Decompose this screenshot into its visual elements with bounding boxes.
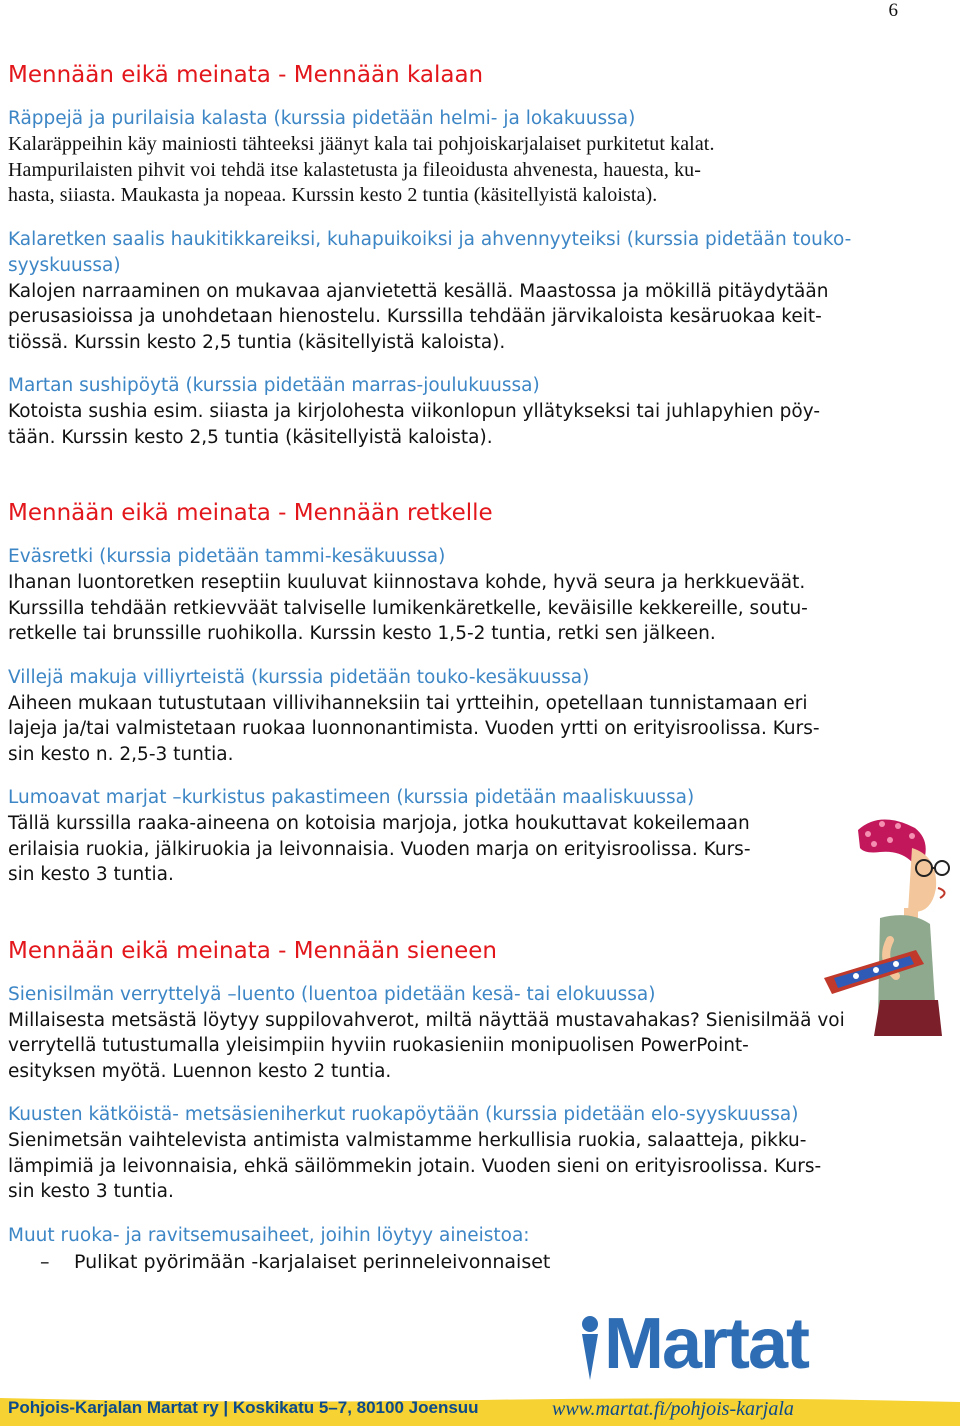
course-line: esityksen myötä. Luennon kesto 2 tuntia. <box>8 1060 392 1082</box>
other-topics <box>8 1223 898 1275</box>
woman-illustration <box>820 800 960 1040</box>
course-title: Martan sushipöytä (kurssia pidetään marras-joulukuussa) <box>8 375 540 396</box>
course-line: Hampurilaisten pihvit voi tehdä itse kalastetusta ja fileoidusta ahvenesta, hauesta, ku- <box>8 158 702 181</box>
other-topics-title: Muut ruoka- ja ravitsemusaiheet, joihin löytyy aineistoa: <box>8 1224 530 1246</box>
course-line: Aiheen mukaan tutustutaan villivihanneksiin tai yrtteihin, opetellaan tunnistamaan eri <box>8 692 808 714</box>
course-line: verrytellä tutustumalla yleisimpiin hyviin ruokasieniin monipuolisen PowerPoint- <box>8 1035 749 1056</box>
course-line: Sienimetsän vaihtelevista antimista valmistamme herkullisia ruokia, salaatteja, pikku- <box>8 1130 807 1151</box>
bullet-text: Pulikat pyörimään -karjalaiset perinneleivonnaiset <box>74 1250 551 1273</box>
section-heading-trip: Mennään eikä meinata - Mennään retkelle <box>8 500 493 526</box>
course-fish-burgers <box>8 106 898 209</box>
course-line: Kalaräppeihin käy mainiosti tähteeksi jäänyt kala tai pohjoiskarjalaiset purkitetut kalat. <box>8 133 715 155</box>
course-line: lämpimiä ja leivonnaisia, ehkä säilömmekin jotain. Vuoden sieni on erityisroolissa. Kurs- <box>8 1155 822 1177</box>
course-mushroom-lecture <box>8 982 898 1085</box>
page-number: 6 <box>888 0 898 21</box>
course-sushi <box>8 373 898 450</box>
bullet-dash: – <box>40 1250 50 1273</box>
course-title: Villejä makuja villiyrteistä (kurssia pidetään touko-kesäkuussa) <box>8 666 590 688</box>
course-line: sin kesto 3 tuntia. <box>8 1181 174 1202</box>
course-wild-herbs <box>8 665 898 768</box>
course-line: erilaisia ruokia, jälkiruokia ja leivonnaisia. Vuoden marja on erityisroolissa. Kurs- <box>8 838 751 860</box>
course-berries <box>8 785 828 888</box>
course-line: Ihanan luontoretken reseptiin kuuluvat kiinnostava kohde, hyvä seura ja herkkueväät. <box>8 572 806 593</box>
course-line: Kotoista sushia esim. siiasta ja kirjolohesta viikonlopun yllätykseksi tai juhlapyhien pöy- <box>8 401 821 422</box>
section-heading-mushroom: Mennään eikä meinata - Mennään sieneen <box>8 937 497 964</box>
footer-address: Pohjois-Karjalan Martat ry | Koskikatu 5–7, 80100 Joensuu <box>8 1398 479 1417</box>
course-line: sin kesto n. 2,5-3 tuntia. <box>8 743 234 765</box>
course-fishing-trip <box>8 227 898 356</box>
course-line: perusasioissa ja unohdetaan hienostelu. Kurssilla tehdään järvikaloista kesäruokaa keit- <box>8 306 822 327</box>
course-title: Sienisilmän verryttelyä –luento (luentoa pidetään kesä- tai elokuussa) <box>8 983 656 1005</box>
document-body <box>8 58 898 1293</box>
course-line: Millaisesta metsästä löytyy suppilovahverot, miltä näyttää mustavahakas? Sienisilmää voi <box>8 1009 845 1031</box>
course-forest-mushrooms <box>8 1102 898 1205</box>
course-line: lajeja ja/tai valmistetaan ruokaa luonnonantimista. Vuoden yrtti on erityisroolissa. Kurs- <box>8 718 820 739</box>
course-picnic <box>8 544 898 647</box>
course-line: tään. Kurssin kesto 2,5 tuntia (käsitellyistä kaloista). <box>8 426 493 448</box>
course-title: Eväsretki (kurssia pidetään tammi-kesäkuussa) <box>8 546 446 567</box>
section-heading-fish: Mennään eikä meinata - Mennään kalaan <box>8 62 484 88</box>
course-title: Räppejä ja purilaisia kalasta (kurssia pidetään helmi- ja lokakuussa) <box>8 108 636 129</box>
course-title: Kalaretken saalis haukitikkareiksi, kuhapuikoiksi ja ahvennyyteiksi (kurssia pidetään touko- syyskuussa) <box>8 228 852 276</box>
course-line: tiössä. Kurssin kesto 2,5 tuntia (käsitellyistä kaloista). <box>8 331 506 353</box>
course-line: hasta, siiasta. Maukasta ja nopeaa. Kurssin kesto 2 tuntia (käsitellyistä kaloista). <box>8 184 658 206</box>
list-item <box>8 1249 898 1275</box>
martat-logo <box>560 1302 820 1392</box>
course-title: Lumoavat marjat –kurkistus pakastimeen (kurssia pidetään maaliskuussa) <box>8 787 695 808</box>
course-line: Kurssilla tehdään retkievväät talviselle lumikenkäretkelle, keväisille kekkereille, soutu- <box>8 597 808 619</box>
course-title: Kuusten kätköistä- metsäsieniherkut ruokapöytään (kurssia pidetään elo-syyskuussa) <box>8 1104 799 1125</box>
footer-website-link[interactable]: www.martat.fi/pohjois-karjala <box>552 1398 794 1420</box>
logo-text: Martat <box>604 1304 809 1384</box>
course-line: Tällä kurssilla raaka-aineena on kotoisia marjoja, jotka houkuttavat kokeilemaan <box>8 813 750 834</box>
course-line: Kalojen narraaminen on mukavaa ajanvietettä kesällä. Maastossa ja mökillä pitäydytään <box>8 280 829 302</box>
course-line: sin kesto 3 tuntia. <box>8 864 174 885</box>
course-line: retkelle tai brunssille ruohikolla. Kurssin kesto 1,5-2 tuntia, retki sen jälkeen. <box>8 623 716 644</box>
